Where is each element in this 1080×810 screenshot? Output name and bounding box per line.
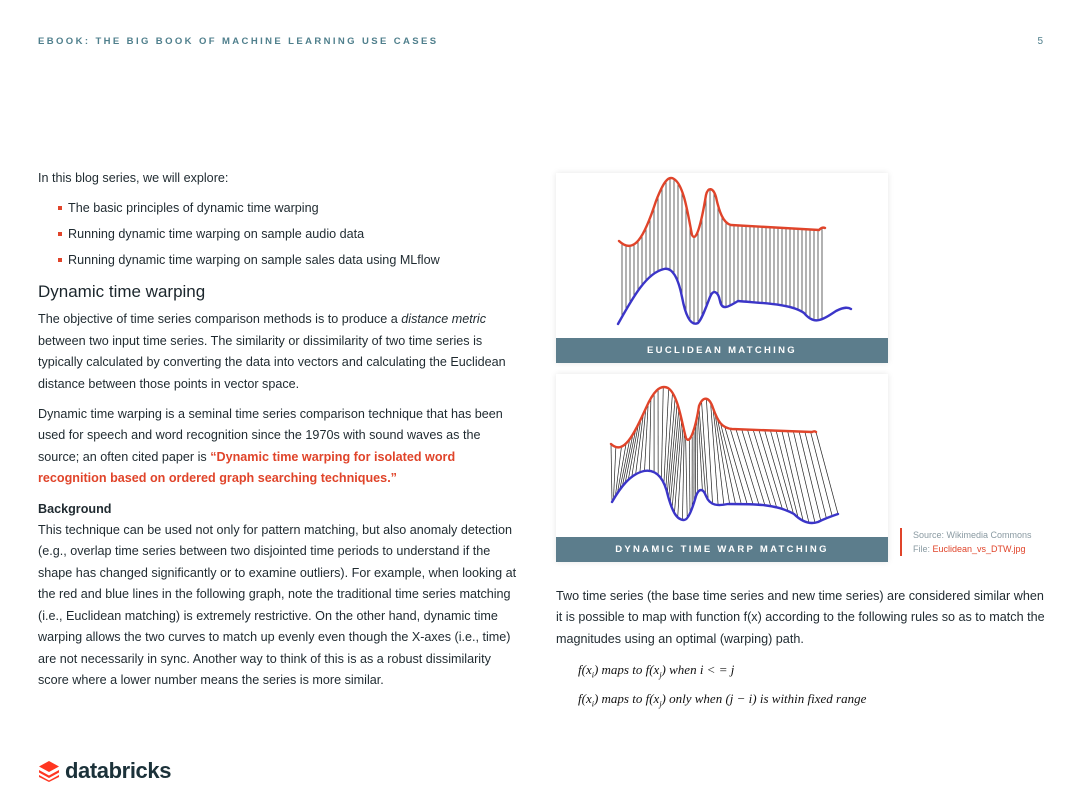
bullet-icon	[58, 206, 62, 210]
warp-link-line	[697, 418, 698, 493]
formula-text: ) only when (j − i) is within fixed range	[661, 691, 867, 706]
warp-link-line	[686, 437, 688, 518]
formula-text: ) when i < = j	[661, 662, 735, 677]
warp-link-line	[613, 447, 615, 499]
source-file	[913, 542, 1032, 556]
background-heading: Background	[38, 501, 112, 516]
warp-link-line	[799, 432, 821, 521]
source-file-link[interactable]: Euclidean_vs_DTW.jpg	[932, 544, 1026, 554]
mapping-paragraph: Two time series (the base time series and new time series) are considered similar when it is possible to map with function f(x) according to the following rules so as to match the magnitudes using an optimal (warping) path.	[556, 589, 1045, 646]
paragraph-dtw-history	[38, 404, 518, 490]
paragraph-text: Dynamic time warping is a seminal time series comparison technique that has been used for speech and word recognition since the 1970s with sound waves as the source; an often cited paper is	[38, 407, 503, 464]
warp-link-line	[730, 429, 753, 505]
euclidean-caption: EUCLIDEAN MATCHING	[556, 338, 888, 363]
emphasis-term: distance metric	[401, 312, 486, 327]
euclidean-link-lines	[622, 178, 822, 323]
page-number: 5	[1037, 36, 1043, 47]
warp-link-line	[742, 429, 765, 505]
warp-link-line	[611, 444, 612, 502]
warp-link-line	[682, 431, 684, 520]
warp-link-line	[661, 387, 663, 479]
formula-text: f(x	[578, 691, 592, 706]
paragraph-text: The objective of time series comparison methods is to produce a	[38, 312, 402, 327]
background-paragraph: This technique can be used not only for pattern matching, but also anomaly detection (e.g., overlap time series between two disjointed time periods to understand if the shape has changed significantly or to examine outliers). For example, when looking at the red and blue lines in the following graph, note the traditional time series matching (i.e., Euclidean matching) is extremely restrictive. On the other hand, dynamic time warping allows the two curves to match up evenly even though the X-axes (i.e., time) are not necessarily in sync. Another way to think of this is as a robust dissimilarity score where a lower number means the series is more similar.	[38, 523, 517, 687]
source-label: Source: Wikimedia Commons	[913, 530, 1032, 540]
warp-link-line	[793, 431, 815, 522]
figure-source	[900, 528, 1032, 556]
bullet-icon	[58, 232, 62, 236]
warp-link-line	[689, 439, 690, 513]
running-header: EBOOK: THE BIG BOOK OF MACHINE LEARNING USE CASES	[38, 36, 439, 47]
bullet-text: Running dynamic time warping on sample sales data using MLflow	[68, 253, 440, 268]
paragraph-distance-metric	[38, 309, 518, 395]
left-column	[38, 168, 518, 700]
warp-link-line	[736, 429, 759, 505]
dtw-blue-series	[612, 471, 838, 523]
list-item	[38, 195, 518, 221]
warp-link-line	[720, 423, 741, 504]
intro-lead: In this blog series, we will explore:	[38, 171, 229, 185]
formula-text: f(x	[578, 662, 592, 677]
warp-link-line	[816, 432, 838, 514]
formula-text: ) maps to f(x	[593, 662, 660, 677]
formula-subscript: i	[591, 699, 594, 709]
citation-link[interactable]: “Dynamic time warping for isolated word recognition based on ordered graph searching techniques.”	[38, 449, 456, 486]
list-item	[38, 247, 518, 273]
section-heading: Dynamic time warping	[38, 282, 206, 302]
warp-link-line	[788, 431, 809, 523]
warp-link-line	[811, 432, 833, 516]
databricks-logo	[38, 758, 171, 784]
bullet-icon	[58, 258, 62, 262]
warp-link-line	[770, 430, 793, 513]
warp-link-line	[747, 430, 770, 507]
formula-rule-1	[578, 662, 734, 680]
euclidean-figure	[556, 173, 888, 363]
databricks-logo-icon	[38, 760, 60, 782]
dtw-matching-plot	[556, 374, 888, 537]
formula-text: ) maps to f(x	[593, 691, 660, 706]
formula-subscript: i	[591, 670, 594, 680]
bullet-text: The basic principles of dynamic time warping	[68, 201, 319, 216]
warp-link-line	[649, 398, 651, 471]
list-item	[38, 221, 518, 247]
warp-link-line	[670, 409, 679, 504]
formula-subscript: j	[659, 699, 662, 709]
warp-link-line	[725, 427, 747, 504]
formula-subscript: j	[659, 670, 662, 680]
bullet-text: Running dynamic time warping on sample audio data	[68, 227, 365, 242]
dtw-caption: DYNAMIC TIME WARP MATCHING	[556, 537, 888, 562]
formula-rule-2	[578, 691, 866, 709]
euclidean-blue-series	[618, 269, 851, 324]
logo-wordmark: databricks	[65, 758, 172, 783]
paragraph-text: between two input time series. The similarity or dissimilarity of two time series is typically calculated by converting the data into vectors and calculating the Euclidean distance between those points in vector space.	[38, 333, 506, 391]
warp-link-line	[669, 403, 678, 498]
warp-link-line	[664, 388, 669, 483]
warp-link-line	[805, 432, 827, 518]
warp-link-line	[782, 431, 803, 521]
dtw-figure	[556, 374, 888, 562]
file-prefix: File:	[913, 544, 933, 554]
warp-link-line	[776, 431, 798, 518]
bullet-list	[38, 195, 518, 273]
euclidean-matching-plot	[556, 173, 888, 338]
